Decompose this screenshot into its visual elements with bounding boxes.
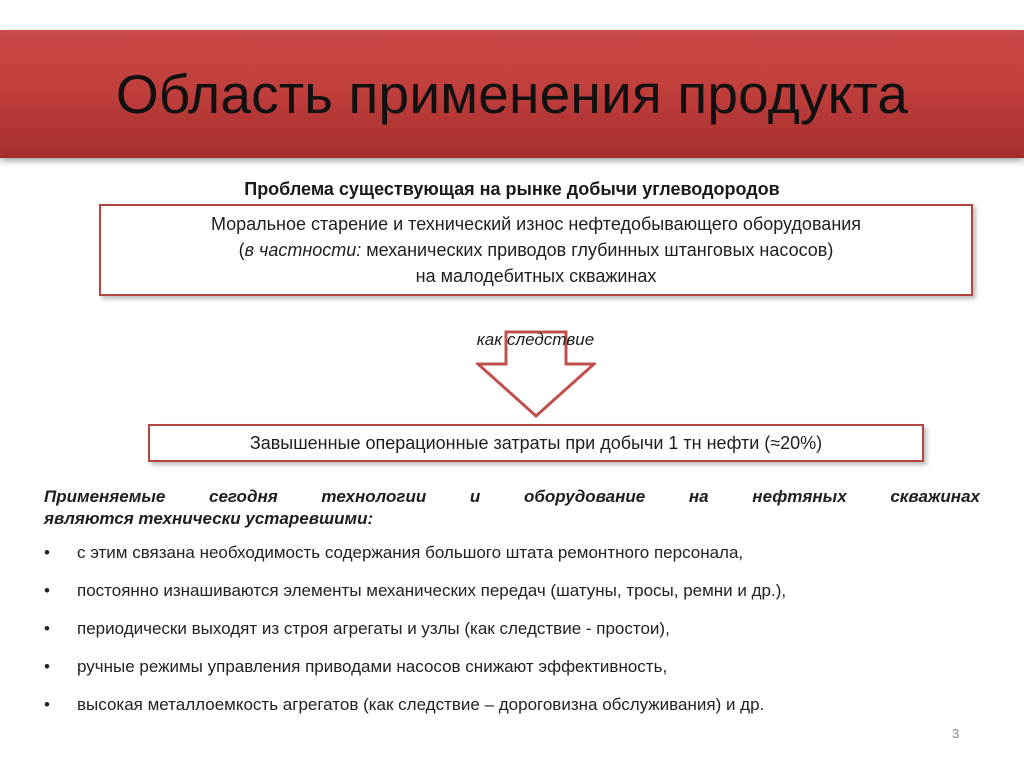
problem-box (99, 204, 973, 296)
list-item (44, 578, 984, 616)
problem-line-2-open: ( (238, 240, 245, 260)
problem-heading: Проблема существующая на рынке добычи углеводородов (244, 179, 780, 199)
bullet-text: с этим связана необходимость содержания большого штата ремонтного персонала, (77, 543, 744, 562)
bullet-icon: • (44, 619, 50, 638)
bullet-text: высокая металлоемкость агрегатов (как следствие – дороговизна обслуживания) и др. (77, 695, 765, 714)
bullet-icon: • (44, 695, 50, 714)
bullet-icon: • (44, 543, 50, 562)
list-item (44, 654, 984, 692)
intro-line-1: Применяемые сегодня технологии и оборудование на нефтяных скважинах (44, 487, 980, 506)
list-item (44, 616, 984, 654)
bullet-icon: • (44, 581, 50, 600)
slide-title: Область применения продукта (115, 63, 909, 125)
bullet-text: ручные режимы управления приводами насосов снижают эффективность, (77, 657, 668, 676)
bullet-text: постоянно изнашиваются элементы механических передач (шатуны, тросы, ремни и др.), (77, 581, 787, 600)
problem-line-2-italic: в частности: (244, 240, 362, 260)
page-number: 3 (952, 726, 960, 741)
result-box (148, 424, 924, 462)
list-item (44, 692, 984, 730)
problem-line-2-rest: механических приводов глубинных штанговых насосов) (361, 240, 834, 260)
problem-line-1: Моральное старение и технический износ нефтедобывающего оборудования (210, 214, 862, 234)
title-banner (0, 30, 1024, 158)
problem-line-3: на малодебитных скважинах (415, 266, 657, 286)
bullet-icon: • (44, 657, 50, 676)
bullet-text: периодически выходят из строя агрегаты и узлы (как следствие - простои), (77, 619, 670, 638)
intro-line-2: являются технически устаревшими: (44, 509, 374, 528)
bullet-list (44, 540, 984, 730)
result-text: Завышенные операционные затраты при добычи 1 тн нефти (≈20%) (249, 432, 823, 453)
consequence-label: как следствие (476, 330, 595, 349)
problem-line-2 (239, 237, 834, 263)
list-item (44, 540, 984, 578)
